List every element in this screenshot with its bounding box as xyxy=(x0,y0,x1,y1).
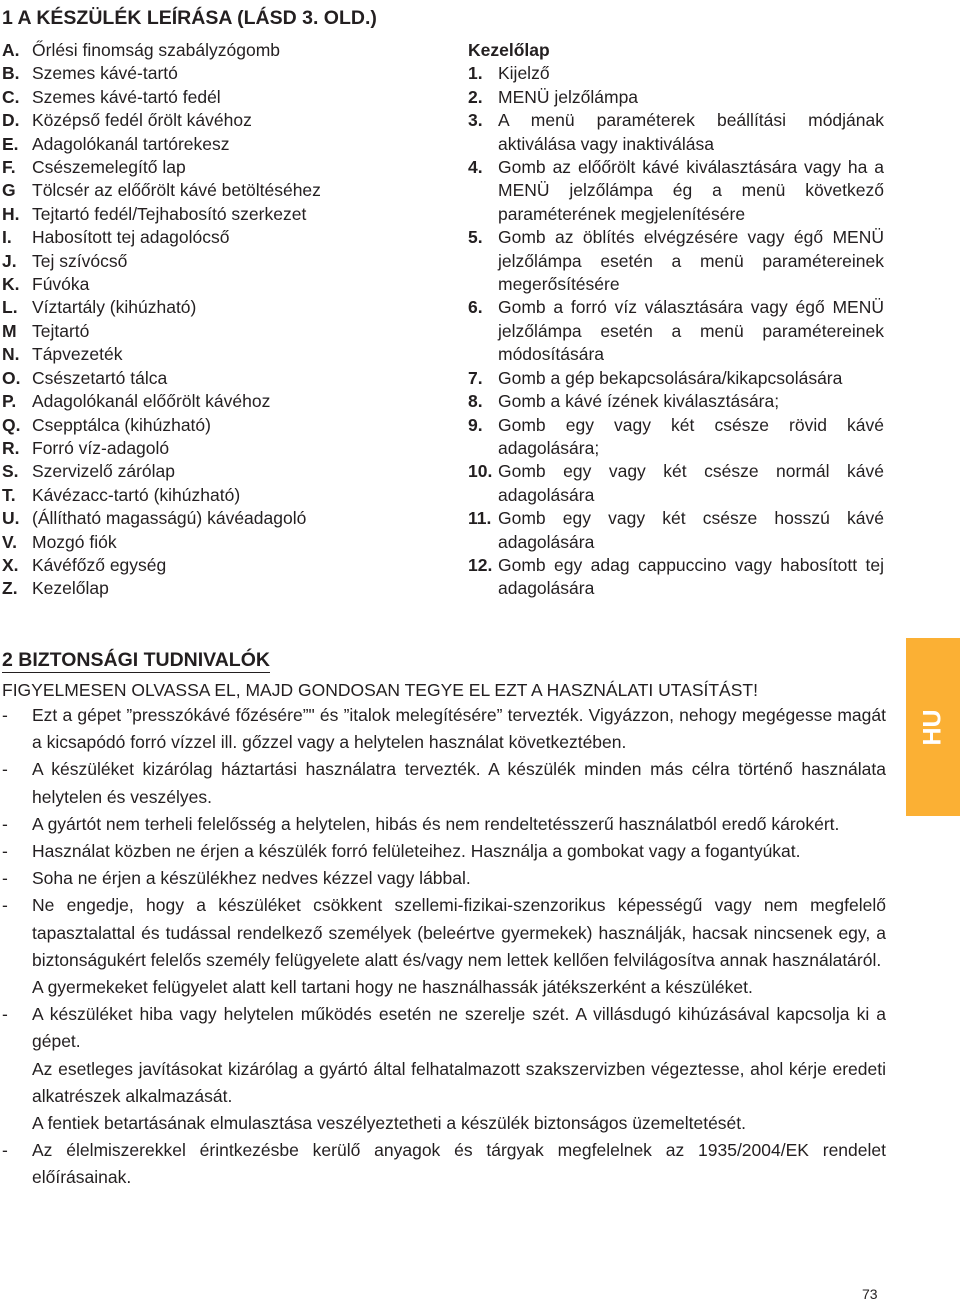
safety-section xyxy=(2,648,886,1192)
control-panel-title: Kezelőlap xyxy=(468,40,550,60)
panel-item-number: 8. xyxy=(468,391,483,412)
panel-item-text: Gomb a kávé ízének kiválasztására; xyxy=(498,391,780,412)
language-tab-label: HU xyxy=(918,708,947,746)
part-item xyxy=(2,437,442,460)
part-key: P. xyxy=(2,391,17,412)
part-item xyxy=(2,133,442,156)
parts-list xyxy=(2,39,442,601)
panel-item-text: Gomb a forró víz választására vagy égő MENÜ jelzőlámpa esetén a menü paramétereinek módosítására xyxy=(498,297,884,365)
part-key: A. xyxy=(2,40,20,60)
bullet-paragraph: Használat közben ne érjen a készülék forró felületeihez. Használja a gombokat vagy a fogantyúkat. xyxy=(32,841,801,862)
part-key: E. xyxy=(2,133,19,154)
part-label: Szervizelő zárólap xyxy=(32,461,175,482)
part-key: U. xyxy=(2,508,20,529)
part-key: F. xyxy=(2,157,16,178)
panel-item-text: Gomb egy vagy két csésze hosszú kávé adagolására xyxy=(498,508,884,552)
part-key: T. xyxy=(2,484,16,505)
panel-item xyxy=(468,460,884,507)
part-item xyxy=(2,367,442,390)
part-label: Mozgó fiók xyxy=(32,531,117,552)
part-label: Csészemelegítő lap xyxy=(32,157,186,178)
part-item xyxy=(2,156,442,179)
part-label: Szemes kávé-tartó fedél xyxy=(32,86,221,107)
bullet-paragraph: Ne engedje, hogy a készüléket csökkent szellemi-fizikai-szenzorikus képességű vagy nem megfelelő tapasztalattal és tudással rendelkező személyek (beleértve gyermekek) használják, hacsak nincsenek egy, a biztonságukért felelős személy felügyelete alatt és/vagy nem lettek kellően felvilágosítva annak használatáról. xyxy=(32,895,886,970)
part-item xyxy=(2,390,442,413)
part-label: Csepptálca (kihúzható) xyxy=(32,414,211,435)
part-item xyxy=(2,531,442,554)
part-item xyxy=(2,414,442,437)
part-item xyxy=(2,296,442,319)
panel-item-number: 1. xyxy=(468,63,483,84)
panel-item-text: Gomb egy vagy két csésze rövid kávé adagolására; xyxy=(498,414,884,458)
part-key: O. xyxy=(2,367,21,388)
panel-item xyxy=(468,156,884,226)
part-label: Csészetartó tálca xyxy=(32,367,168,388)
panel-item xyxy=(468,367,884,390)
panel-item xyxy=(468,296,884,366)
panel-item-number: 6. xyxy=(468,297,483,318)
panel-item-text: Gomb az öblítés elvégzésére vagy égő MENÜ jelzőlámpa esetén a menü paramétereinek megerősítésére xyxy=(498,227,884,295)
bullet-dash: - xyxy=(2,1004,8,1025)
part-item xyxy=(2,273,442,296)
part-key: J. xyxy=(2,250,17,271)
part-label: Tej szívócső xyxy=(32,250,128,271)
part-label: Tejtartó xyxy=(32,320,90,341)
part-key: H. xyxy=(2,203,20,224)
panel-item-number: 3. xyxy=(468,110,483,131)
section-1-title: 1 A KÉSZÜLÉK LEÍRÁSA (LÁSD 3. OLD.) xyxy=(2,7,377,29)
part-item xyxy=(2,226,442,249)
part-label: Habosított tej adagolócső xyxy=(32,227,230,248)
panel-item xyxy=(468,62,884,85)
panel-item-number: 5. xyxy=(468,227,483,248)
language-tab xyxy=(906,638,960,816)
part-item xyxy=(2,460,442,483)
part-item xyxy=(2,320,442,343)
panel-item-text: Kijelző xyxy=(498,63,550,84)
part-key: X. xyxy=(2,554,19,575)
panel-item-text: A menü paraméterek beállítási módjának aktiválása vagy inaktiválása xyxy=(498,110,884,154)
part-label: (Állítható magasságú) kávéadagoló xyxy=(32,508,307,529)
part-item xyxy=(2,86,442,109)
bullet-dash: - xyxy=(2,813,8,834)
bullet-paragraph: Az esetleges javításokat kizárólag a gyártó által felhatalmazott szakszervizben végeztesse, ahol kérje eredeti alkatrészek alkalmazását. xyxy=(32,1058,886,1106)
section-2-title: 2 BIZTONSÁGI TUDNIVALÓK xyxy=(2,649,270,671)
part-item xyxy=(2,39,442,62)
part-item xyxy=(2,109,442,132)
safety-bullet xyxy=(2,865,886,892)
part-label: Őrlési finomság szabályzógomb xyxy=(32,40,281,60)
panel-item-text: Gomb az előőrölt kávé kiválasztására vagy ha a MENÜ jelzőlámpa ég a menü következő paraméterének megjelenítésére xyxy=(498,157,884,224)
part-label: Középső fedél őrölt kávéhoz xyxy=(32,110,252,131)
safety-bullet xyxy=(2,702,886,756)
safety-bullet xyxy=(2,1137,886,1191)
panel-item-number: 10. xyxy=(468,461,493,482)
part-label: Víztartály (kihúzható) xyxy=(32,297,197,318)
bullet-paragraph: A készüléket hiba vagy helytelen működés esetén ne szerelje szét. A villásdugó kihúzásával kapcsolja ki a gépet. xyxy=(32,1004,886,1052)
part-key: N. xyxy=(2,344,20,365)
bullet-dash: - xyxy=(2,1140,8,1161)
panel-item xyxy=(468,109,884,156)
bullet-dash: - xyxy=(2,759,8,780)
safety-bullet xyxy=(2,756,886,810)
part-item xyxy=(2,179,442,202)
safety-bullets xyxy=(2,702,886,1192)
part-key: V. xyxy=(2,531,17,552)
bullet-paragraph: A gyermekeket felügyelet alatt kell tartani hogy ne használhassák játékszerként a készüléket. xyxy=(32,977,753,998)
part-key: R. xyxy=(2,437,20,458)
part-item xyxy=(2,577,442,600)
part-key: K. xyxy=(2,274,20,295)
panel-item-number: 7. xyxy=(468,367,483,388)
bullet-paragraph: A készüléket kizárólag háztartási használatra tervezték. A készülék minden más célra történő használata helytelen és veszélyes. xyxy=(32,759,886,807)
part-label: Kávéfőző egység xyxy=(32,554,167,575)
panel-item xyxy=(468,554,884,601)
part-label: Fúvóka xyxy=(32,274,90,295)
safety-bullet xyxy=(2,1001,886,1137)
part-item xyxy=(2,343,442,366)
panel-item-text: MENÜ jelzőlámpa xyxy=(498,86,639,107)
bullet-dash: - xyxy=(2,705,8,725)
panel-item xyxy=(468,86,884,109)
part-key: S. xyxy=(2,461,19,482)
control-panel-list xyxy=(468,62,884,600)
part-label: Forró víz-adagoló xyxy=(32,437,170,458)
panel-item-number: 9. xyxy=(468,414,483,435)
bullet-dash: - xyxy=(2,895,8,916)
part-item xyxy=(2,203,442,226)
bullet-paragraph: A gyártót nem terheli felelősség a helytelen, hibás és nem rendeltetésszerű használatból eredő károkért. xyxy=(32,813,840,834)
panel-item-number: 11. xyxy=(468,508,492,529)
part-label: Kávézacc-tartó (kihúzható) xyxy=(32,484,241,505)
bullet-dash: - xyxy=(2,868,8,889)
safety-bullet xyxy=(2,892,886,1001)
page-number: 73 xyxy=(862,1286,878,1302)
part-label: Adagolókanál tartórekesz xyxy=(32,133,230,154)
part-item xyxy=(2,62,442,85)
part-label: Adagolókanál előőrölt kávéhoz xyxy=(32,391,271,412)
panel-item-text: Gomb egy vagy két csésze normál kávé adagolására xyxy=(498,461,884,505)
panel-item-number: 12. xyxy=(468,554,493,575)
panel-item-text: Gomb a gép bekapcsolására/kikapcsolására xyxy=(498,367,843,388)
panel-item xyxy=(468,226,884,296)
part-label: Tápvezeték xyxy=(32,344,123,365)
part-key: L. xyxy=(2,297,18,318)
part-key: Q. xyxy=(2,414,21,435)
bullet-dash: - xyxy=(2,841,8,862)
part-key: M xyxy=(2,320,17,341)
panel-item-number: 4. xyxy=(468,157,483,178)
part-key: B. xyxy=(2,63,20,84)
control-panel-column xyxy=(468,39,884,601)
panel-item xyxy=(468,507,884,554)
safety-warning: FIGYELMESEN OLVASSA EL, MAJD GONDOSAN TEGYE EL EZT A HASZNÁLATI UTASÍTÁST! xyxy=(2,680,758,700)
part-key: C. xyxy=(2,86,20,107)
panel-item-text: Gomb egy adag cappuccino vagy habosított tej adagolására xyxy=(498,554,884,599)
part-key: D. xyxy=(2,110,20,131)
part-item xyxy=(2,554,442,577)
panel-item xyxy=(468,414,884,461)
part-label: Tejtartó fedél/Tejhabosító szerkezet xyxy=(32,203,307,224)
panel-item-number: 2. xyxy=(468,86,483,107)
part-key: Z. xyxy=(2,578,18,599)
part-item xyxy=(2,484,442,507)
bullet-paragraph: Soha ne érjen a készülékhez nedves kézzel vagy lábbal. xyxy=(32,868,471,889)
part-key: I. xyxy=(2,227,12,248)
part-label: Szemes kávé-tartó xyxy=(32,63,178,84)
bullet-paragraph: Az élelmiszerekkel érintkezésbe kerülő anyagok és tárgyak megfelelnek az 1935/2004/EK rendelet előírásainak. xyxy=(32,1140,886,1188)
part-item xyxy=(2,507,442,530)
part-item xyxy=(2,250,442,273)
bullet-paragraph: Ezt a gépet ”presszókávé főzésére”" és ”italok melegítésére” tervezték. Vigyázzon, nehogy megégesse magát a kicsapódó forró vízzel ill. gőzzel vagy a helytelen használat következtében. xyxy=(32,705,886,753)
part-key: G xyxy=(2,180,16,201)
part-label: Tölcsér az előőrölt kávé betöltéséhez xyxy=(32,180,321,201)
part-label: Kezelőlap xyxy=(32,578,109,599)
bullet-paragraph: A fentiek betartásának elmulasztása veszélyeztetheti a készülék biztonságos üzemeltetését. xyxy=(32,1113,747,1134)
panel-item xyxy=(468,390,884,413)
safety-bullet xyxy=(2,838,886,865)
safety-bullet xyxy=(2,811,886,838)
